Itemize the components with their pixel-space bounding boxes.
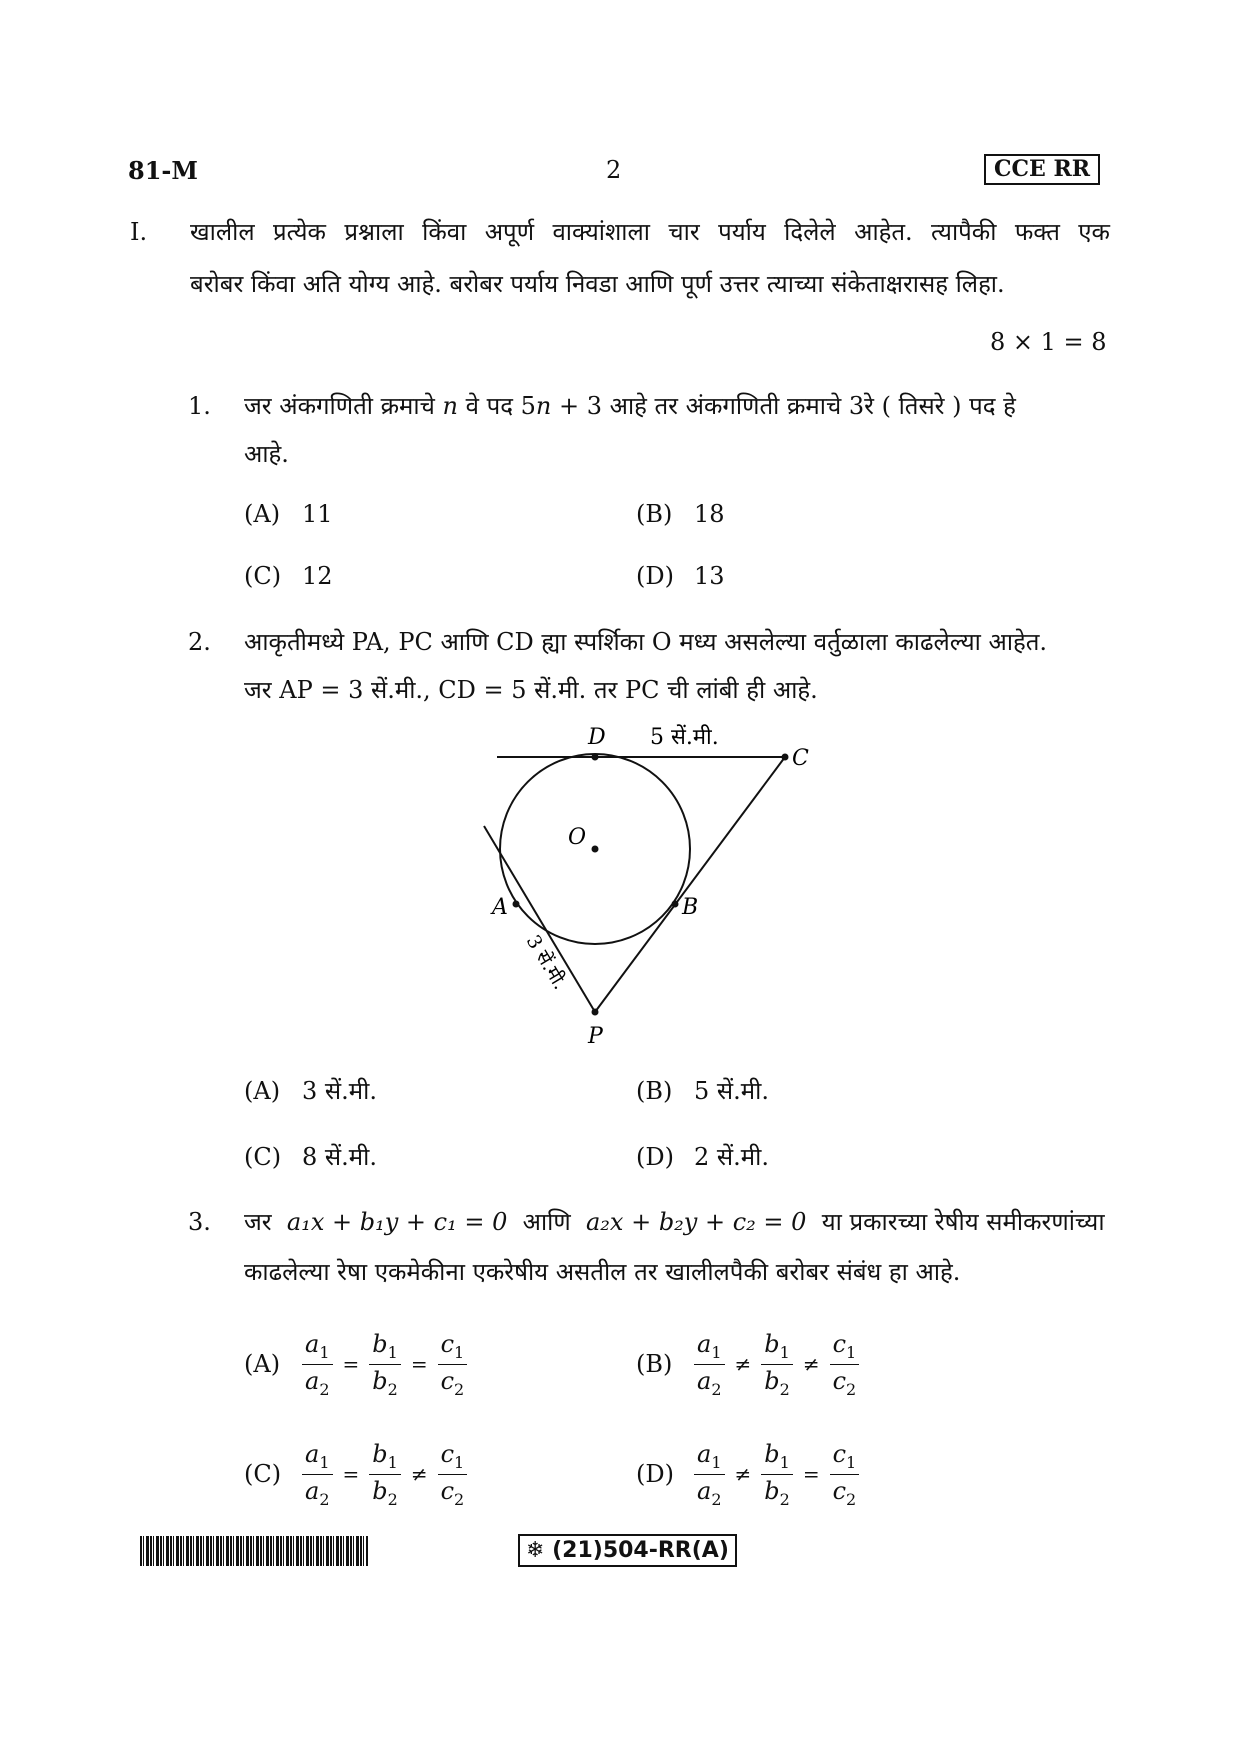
q3-text-line2: काढलेल्या रेषा एकमेकीना एकरेषीय असतील तर खालीलपैकी बरोबर संबंध हा आहे.	[244, 1258, 961, 1286]
label-ap-length: 3 सें.मी.	[521, 931, 572, 994]
point-c	[782, 754, 789, 761]
q1-option-b[interactable]: (B) 18	[636, 500, 725, 528]
label-d: D	[588, 725, 606, 750]
q3-option-d[interactable]: (D) $\frac{a_1}{a_2}$ ≠ $\frac{b_1}{b_2}$ = $\frac{c_1}{c_2}$	[636, 1440, 859, 1509]
section-roman: I.	[130, 218, 148, 246]
section-instruction-line2: बरोबर किंवा अति योग्य आहे. बरोबर पर्याय निवडा आणि पूर्ण उत्तर त्याच्या संकेताक्षरासह लिहा.	[190, 270, 1005, 298]
q3-equation-1: a₁x + b₁y + c₁ = 0	[286, 1208, 508, 1236]
q1-number: 1.	[188, 392, 211, 420]
q2-option-c[interactable]: (C) 8 सें.मी.	[244, 1143, 377, 1171]
q2-option-b[interactable]: (B) 5 सें.मी.	[636, 1077, 769, 1105]
point-d	[592, 754, 599, 761]
tangent-line-pc	[595, 757, 785, 1012]
label-o: O	[568, 825, 587, 850]
q3-equation-2: a₂x + b₂y + c₂ = 0	[585, 1208, 807, 1236]
point-a	[513, 901, 520, 908]
q1-option-d[interactable]: (D) 13	[636, 562, 725, 590]
q3-option-c[interactable]: (C) $\frac{a_1}{a_2}$ = $\frac{b_1}{b_2}$ ≠ $\frac{c_1}{c_2}$	[244, 1440, 467, 1509]
q2-number: 2.	[188, 628, 211, 656]
section-marks: 8 × 1 = 8	[990, 328, 1107, 356]
q3-option-b[interactable]: (B) $\frac{a_1}{a_2}$ ≠ $\frac{b_1}{b_2}$ ≠ $\frac{c_1}{c_2}$	[636, 1330, 859, 1399]
tangent-circle-figure	[440, 720, 840, 1050]
q1-text-line1: जर अंकगणिती क्रमाचे n वे पद 5n + 3 आहे तर अंकगणिती क्रमाचे 3रे ( तिसरे ) पद हे	[244, 392, 1016, 420]
label-dc-length: 5 सें.मी.	[650, 725, 719, 750]
q3-option-a[interactable]: (A) $\frac{a_1}{a_2}$ = $\frac{b_1}{b_2}$ = $\frac{c_1}{c_2}$	[244, 1330, 467, 1399]
q2-text-line2: जर AP = 3 सें.मी., CD = 5 सें.मी. तर PC ची लांबी ही आहे.	[244, 676, 818, 704]
cce-rr-box: CCE RR	[984, 154, 1100, 185]
page-number: 2	[606, 156, 622, 184]
q1-option-c[interactable]: (C) 12	[244, 562, 333, 590]
section-instruction-line1: खालील प्रत्येक प्रश्नाला किंवा अपूर्ण वाक्यांशाला चार पर्याय दिलेले आहेत. त्यापैकी फक्त एक	[190, 218, 1110, 246]
label-c: C	[792, 746, 809, 771]
footer-code-box: ❄ (21)504-RR(A)	[518, 1534, 737, 1567]
label-a: A	[492, 895, 508, 920]
label-b: B	[682, 895, 699, 920]
point-o	[592, 846, 599, 853]
barcode	[140, 1536, 368, 1566]
q2-text-line1: आकृतीमध्ये PA, PC आणि CD ह्या स्पर्शिका O मध्य असलेल्या वर्तुळाला काढलेल्या आहेत.	[244, 628, 1048, 656]
q1-text-line2: आहे.	[244, 440, 289, 468]
q1-option-a[interactable]: (A) 11	[244, 500, 333, 528]
point-b	[672, 901, 679, 908]
q2-option-d[interactable]: (D) 2 सें.मी.	[636, 1143, 769, 1171]
q2-option-a[interactable]: (A) 3 सें.मी.	[244, 1077, 377, 1105]
label-p: P	[588, 1024, 603, 1049]
point-p	[592, 1009, 599, 1016]
q3-text-line1: जर a₁x + b₁y + c₁ = 0 आणि a₂x + b₂y + c₂ = 0 या प्रकारच्या रेषीय समीकरणांच्या	[244, 1208, 1105, 1236]
paper-code: 81-M	[128, 156, 198, 185]
q3-number: 3.	[188, 1208, 211, 1236]
